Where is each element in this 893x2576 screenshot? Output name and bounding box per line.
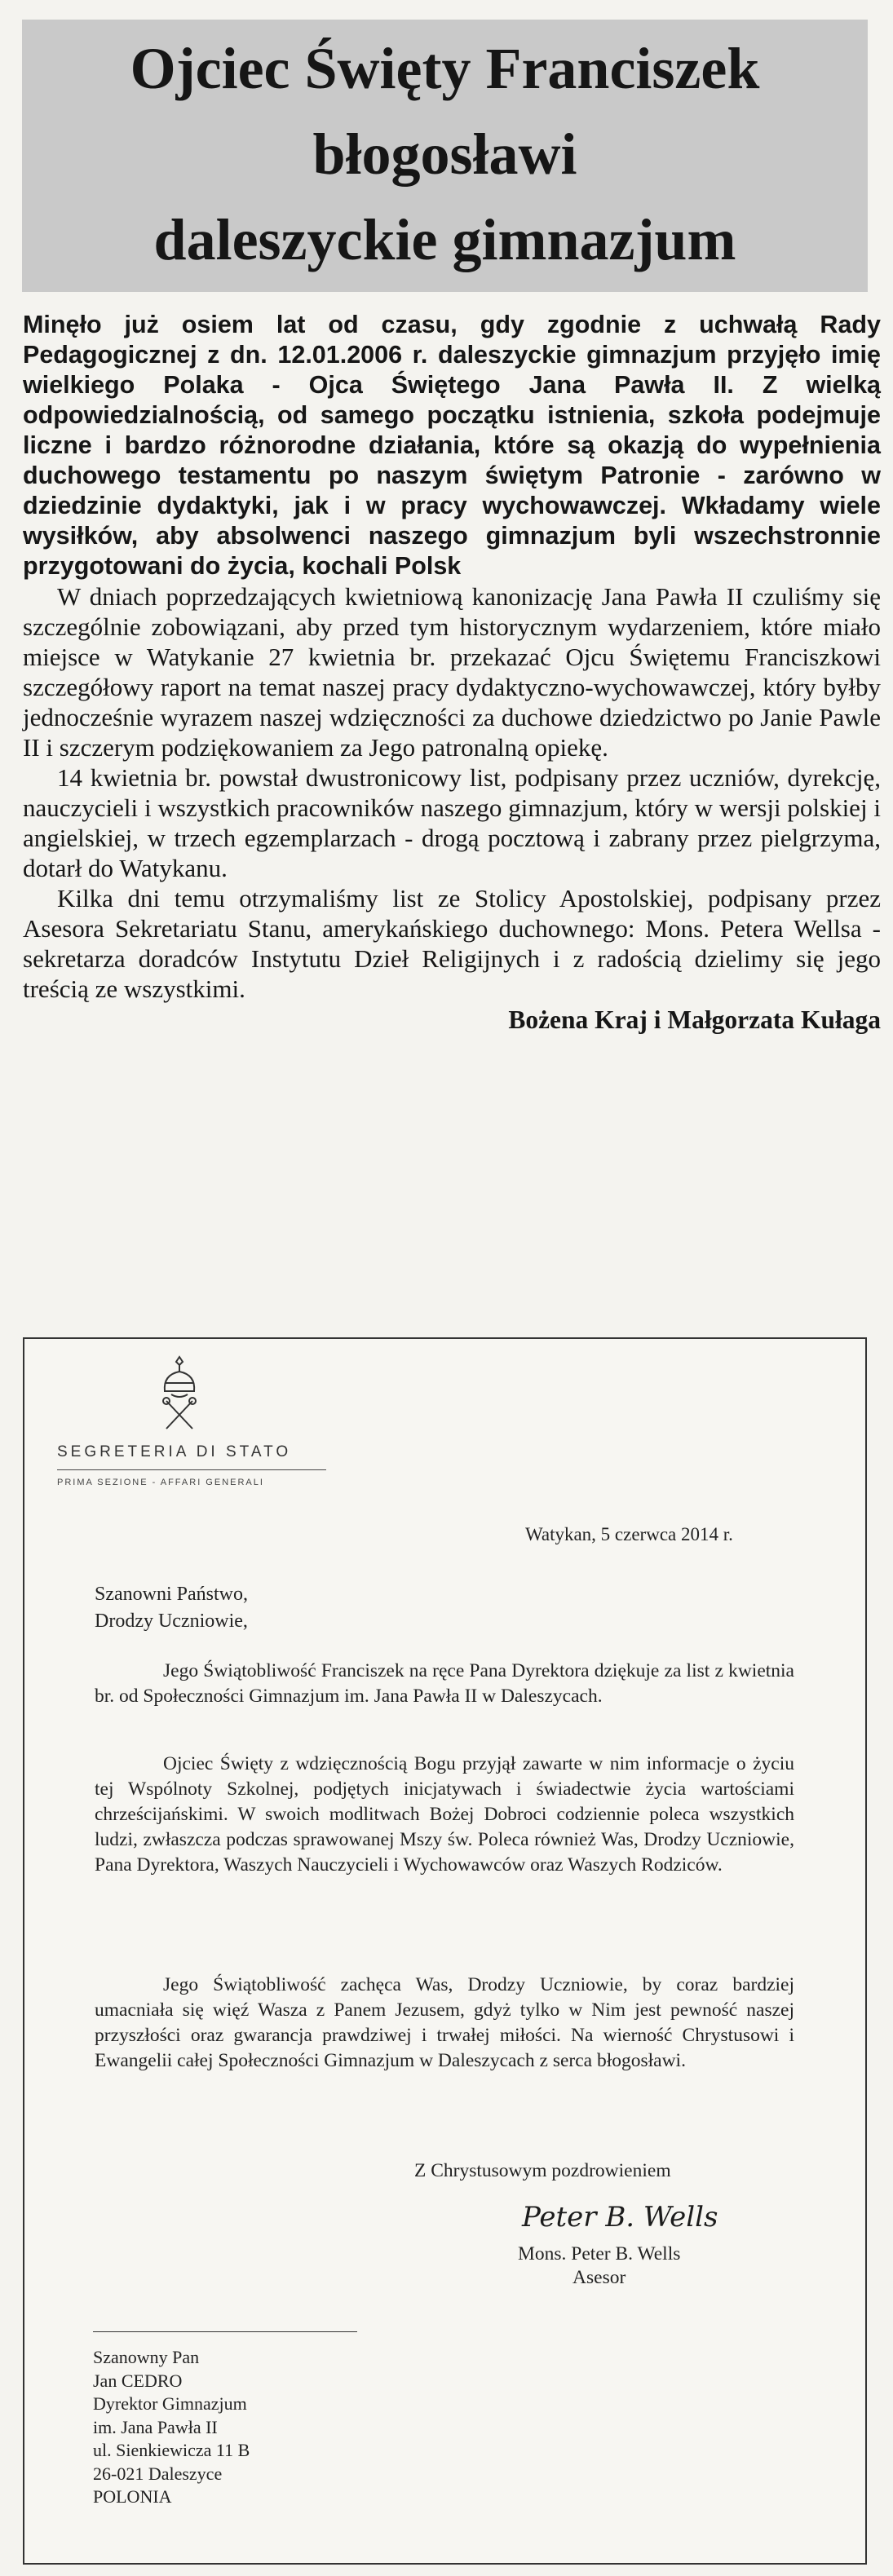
papal-crest-icon	[147, 1354, 212, 1432]
letter-paragraph-2: Ojciec Święty z wdzięcznością Bogu przyjął zawarte w nim informacje o życiu tej Wspólnoty Szkolnej, podjętych inicjatywach i świadectwie życia wartościami chrześcijańskimi. W swoich modlitwach Bożej Dobroci codziennie poleca wszystkich ludzi, zwłaszcza podczas sprawowanej Mszy św. Poleca również Was, Drodzy Uczniowie, Pana Dyrektora, Waszych Nauczycieli i Wychowawców oraz Waszych Rodziców.	[95, 1753, 794, 1876]
article-body	[23, 310, 881, 1036]
headline-line-2: błogosławi	[312, 122, 577, 187]
office-name: SEGRETERIA DI STATO	[57, 1443, 292, 1460]
office-section: PRIMA SEZIONE - AFFARI GENERALI	[57, 1478, 264, 1487]
address-line: 26-021 Daleszyce	[93, 2463, 223, 2484]
address-line: Jan CEDRO	[93, 2370, 183, 2391]
office-divider	[57, 1469, 326, 1470]
address-line: im. Jana Pawła II	[93, 2416, 218, 2437]
article-author: Bożena Kraj i Małgorzata Kułaga	[508, 1005, 881, 1034]
article-paragraph-2: 14 kwietnia br. powstał dwustronicowy list, podpisany przez uczniów, dyrekcję, nauczycieli i wszystkich pracowników naszego gimnazjum, który w wersji polskiej i angielskiej, w trzech egzemplarzach - drogą pocztową i zabrany przez pielgrzyma, dotarł do Watykanu.	[23, 763, 881, 882]
letter-greeting	[95, 1581, 248, 1635]
address-divider	[93, 2331, 357, 2332]
headline-line-3: daleszyckie gimnazjum	[153, 207, 736, 272]
letter-paragraph-1: Jego Świątobliwość Franciszek na ręce Pana Dyrektora dziękuje za list z kwietnia br. od Społeczności Gimnazjum im. Jana Pawła II w Daleszycach.	[95, 1660, 794, 1707]
vatican-letter	[23, 1337, 867, 2565]
address-line: Dyrektor Gimnazjum	[93, 2393, 247, 2414]
greeting-line-1: Szanowni Państwo,	[95, 1584, 248, 1605]
address-line: POLONIA	[93, 2486, 172, 2507]
address-line: Szanowny Pan	[93, 2347, 200, 2367]
signer-title: Asesor	[572, 2267, 626, 2288]
address-line: ul. Sienkiewicza 11 B	[93, 2440, 250, 2460]
lead-paragraph: Minęło już osiem lat od czasu, gdy zgodnie z uchwałą Rady Pedagogicznej z dn. 12.01.2006 r. daleszyckie gimnazjum przyjęło imię wielkiego Polaka - Ojca Świętego Jana Pawła II. Z wielką odpowiedzialnością, od samego początku istnienia, szkoła podejmuje liczne i bardzo różnorodne działania, które są okazją do wypełnienia duchowego testamentu po naszym świętym Patronie - zarówno w dziedzinie dydaktyki, jak i w pracy wychowawczej. Wkładamy wiele wysiłków, aby absolwenci naszego gimnazjum byli wszechstronnie przygotowani do życia, kochali Polsk	[23, 311, 881, 580]
headline-box	[22, 20, 868, 292]
article-paragraph-3: Kilka dni temu otrzymaliśmy list ze Stolicy Apostolskiej, podpisany przez Asesora Sekretariatu Stanu, amerykańskiego duchownego: Mons. Petera Wellsa - sekretarza doradców Instytutu Dzieł Religijnych i z radością dzielimy się jego treścią ze wszystkimi.	[23, 884, 881, 1003]
greeting-line-2: Drodzy Uczniowie,	[95, 1611, 248, 1632]
handwritten-signature: Peter B. Wells	[522, 2201, 718, 2234]
letter-date: Watykan, 5 czerwca 2014 r.	[525, 1524, 733, 1544]
recipient-address	[93, 2346, 250, 2509]
article-paragraph-1: W dniach poprzedzających kwietniową kanonizację Jana Pawła II czuliśmy się szczególnie zobowiązani, aby przed tym historycznym wydarzeniem, które miało miejsce w Watykanie 27 kwietnia br. przekazać Ojcu Świętemu Franciszkowi szczegółowy raport na temat naszej pracy dydaktyczno-wychowawczej, który byłby jednocześnie wyrazem naszej wdzięczności za duchowe dziedzictwo po Janie Pawle II i szczerym podziękowaniem za Jego patronalną opiekę.	[23, 582, 881, 762]
signer-name: Mons. Peter B. Wells	[518, 2243, 681, 2264]
letter-closing: Z Chrystusowym pozdrowieniem	[414, 2160, 671, 2181]
signer-block	[518, 2242, 680, 2290]
letter-paragraph-3: Jego Świątobliwość zachęca Was, Drodzy Uczniowie, by coraz bardziej umacniała się więź Wasza z Panem Jezusem, gdyż tylko w Nim jest pewność naszej przyszłości oraz gwarancja prawdziwej i trwałej miłości. Na wierność Chrystusowi i Ewangelii całej Społeczności Gimnazjum w Daleszycach z serca błogosławi.	[95, 1974, 794, 2071]
headline-line-1: Ojciec Święty Franciszek	[130, 36, 760, 101]
